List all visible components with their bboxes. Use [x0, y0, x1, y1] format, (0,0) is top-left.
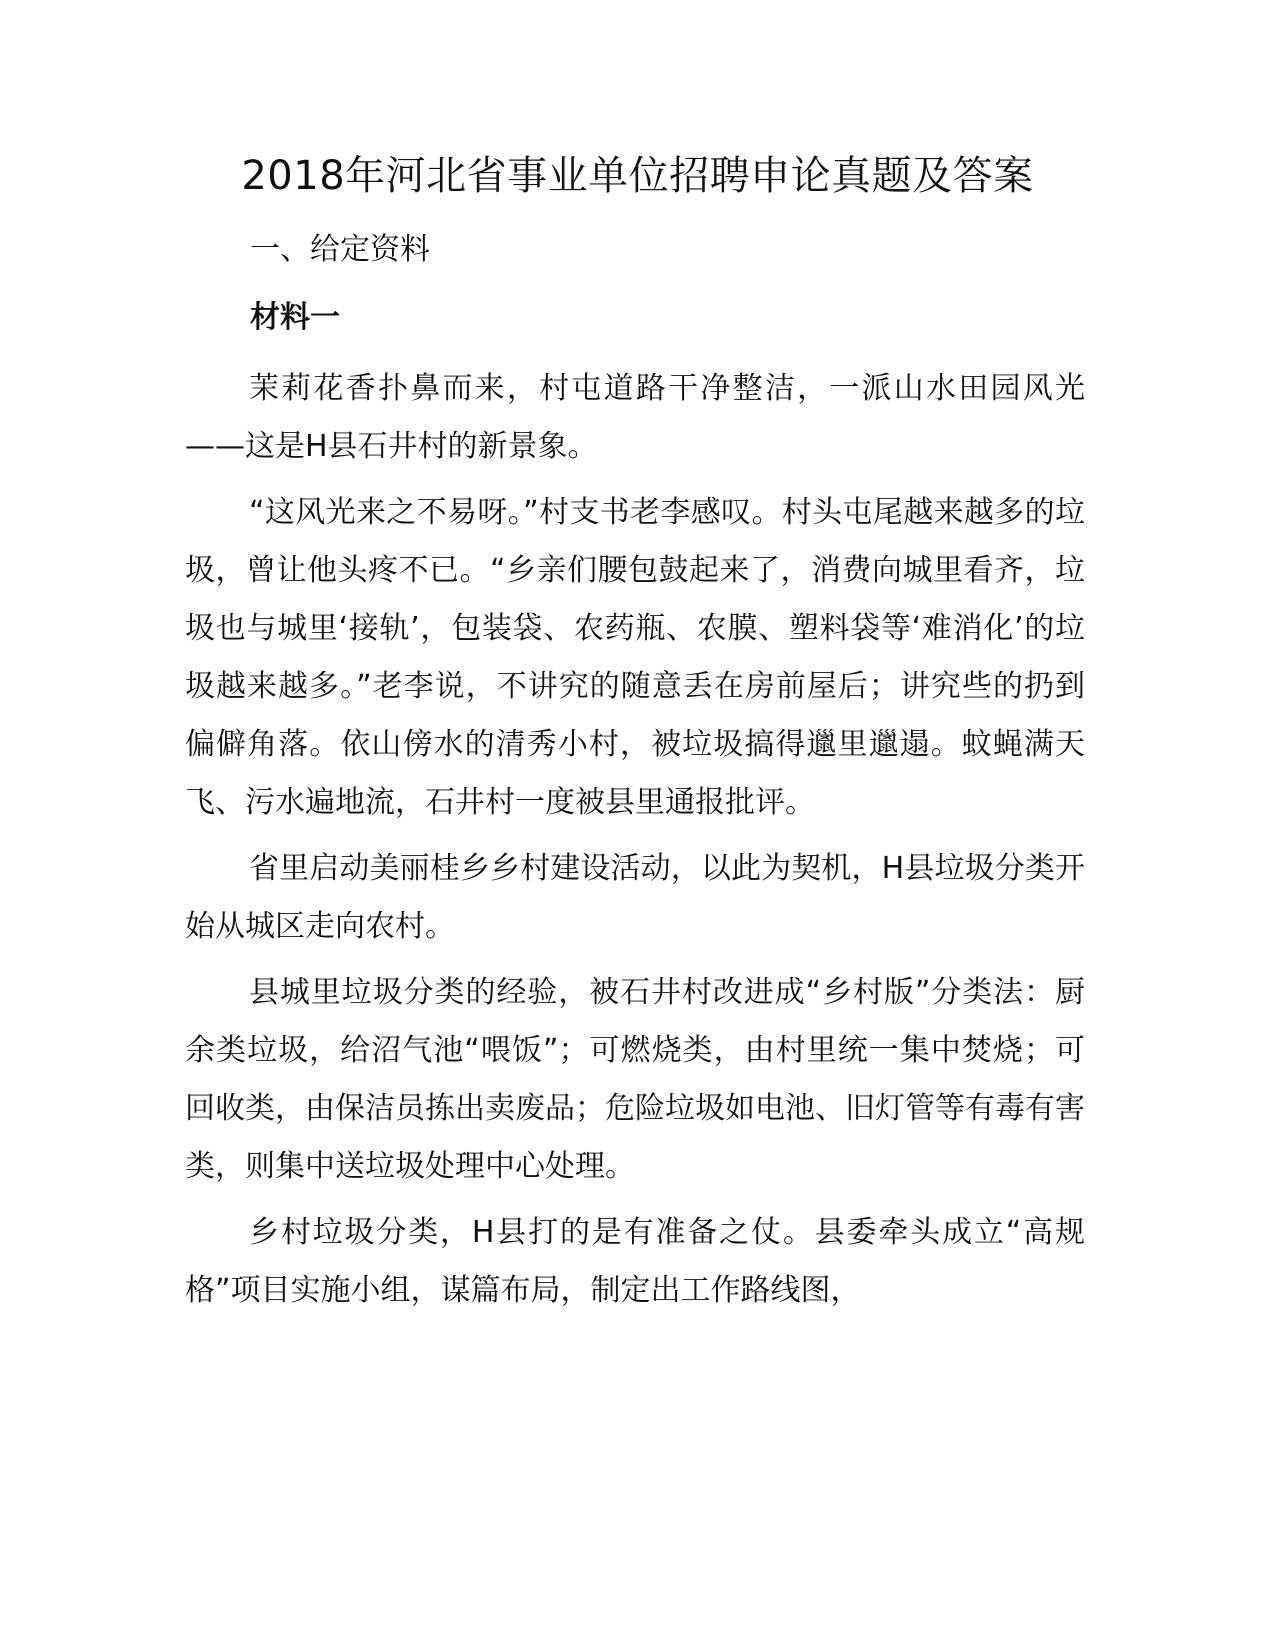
section-heading: 一、给定资料: [250, 232, 430, 267]
paragraph-2: “这风光来之不易呀。”村支书老李感叹。村头屯尾越来越多的垃圾，曾让他头疼不已。“乡亲们腰包鼓起来了，消费向城里看齐，垃圾也与城里‘接轨’，包装袋、农药瓶、农膜、塑料袋等‘难消化’的垃圾越来越多。”老李说，不讲究的随意丢在房前屋后；讲究些的扔到偏僻角落。依山傍水的清秀小村，被垃圾搞得邋里邋遢。蚊蝇满天飞、污水遍地流，石井村一度被县里通报批评。: [185, 495, 1085, 820]
document-title: 2018年河北省事业单位招聘申论真题及答案: [241, 153, 1034, 199]
paragraph-5: 乡村垃圾分类，H县打的是有准备之仗。县委牵头成立“高规格”项目实施小组，谋篇布局，制定出工作路线图，: [185, 1215, 1085, 1308]
paragraph-4: 县城里垃圾分类的经验，被石井村改进成“乡村版”分类法：厨余类垃圾，给沼气池“喂饭”；可燃烧类，由村里统一集中焚烧；可回收类，由保洁员拣出卖废品；危险垃圾如电池、旧灯管等有毒有害类，则集中送垃圾处理中心处理。: [185, 975, 1085, 1184]
paragraph-1: 茉莉花香扑鼻而来，村屯道路干净整洁，一派山水田园风光——这是H县石井村的新景象。: [185, 371, 1085, 464]
material-heading: 材料一: [250, 300, 340, 335]
paragraph-3: 省里启动美丽桂乡乡村建设活动，以此为契机，H县垃圾分类开始从城区走向农村。: [185, 851, 1085, 944]
document-body: [185, 360, 1085, 1328]
